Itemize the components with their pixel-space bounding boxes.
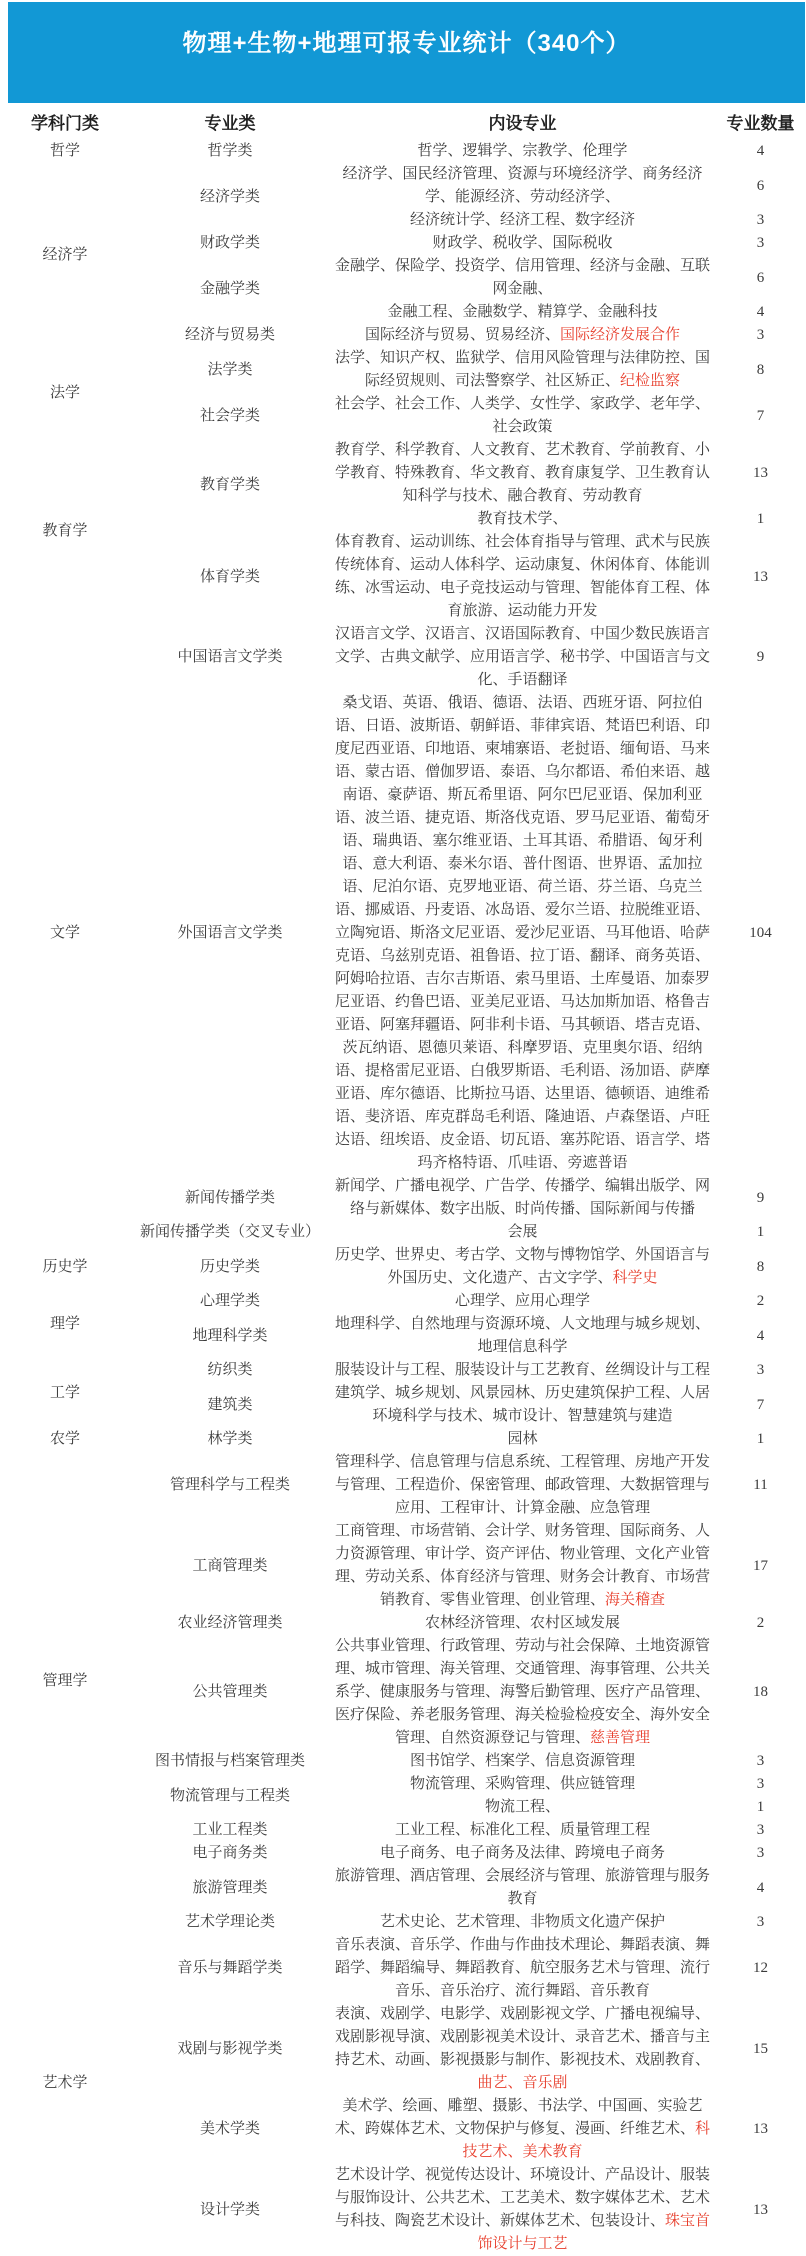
count-cell: 7 bbox=[756, 1396, 765, 1413]
discipline-cell: 理学 bbox=[49, 1316, 80, 1332]
majors-cell bbox=[330, 255, 715, 301]
major-text: 法学、知识产权、监狱学、信用风险管理与法律防控、国际经贸规则、司法警察学、社区矫正、 bbox=[334, 350, 710, 389]
column-header-1: 专业类 bbox=[204, 114, 256, 133]
count-cell: 3 bbox=[756, 1822, 765, 1838]
majors-cell bbox=[330, 1865, 715, 1911]
discipline-cell: 历史学 bbox=[42, 1258, 88, 1275]
count-cell: 3 bbox=[756, 327, 765, 343]
discipline-cell: 经济学 bbox=[42, 246, 88, 263]
category-cell: 林学类 bbox=[207, 1431, 253, 1447]
count-cell: 3 bbox=[756, 1362, 765, 1378]
count-cell: 13 bbox=[753, 2201, 768, 2218]
major-text-highlight: 珠宝首饰设计与工艺 bbox=[477, 2213, 711, 2252]
majors-cell bbox=[330, 508, 715, 531]
majors-cell bbox=[330, 439, 715, 508]
major-text: 艺术设计学、视觉传达设计、环境设计、产品设计、服装与服饰设计、公共艺术、工艺美术、数字媒体艺术、艺术与科技、陶瓷艺术设计、新媒体艺术、包装设计、 bbox=[334, 2167, 710, 2229]
majors-cell bbox=[330, 1796, 715, 1819]
discipline-cell: 哲学 bbox=[49, 143, 80, 159]
table-row bbox=[0, 347, 806, 393]
category-cell: 财政学类 bbox=[199, 235, 260, 251]
major-text: 金融工程、金融数学、精算学、金融科技 bbox=[387, 304, 658, 320]
count-cell: 4 bbox=[756, 1879, 765, 1896]
discipline-cell: 艺术学 bbox=[42, 2075, 88, 2091]
majors-cell bbox=[330, 1359, 715, 1382]
majors-cell bbox=[330, 2164, 715, 2256]
category-cell: 工商管理类 bbox=[192, 1557, 268, 1574]
table-row bbox=[0, 1359, 806, 1382]
majors-cell bbox=[330, 209, 715, 232]
category-cell: 设计学类 bbox=[199, 2201, 260, 2218]
count-cell: 3 bbox=[756, 1914, 765, 1930]
table-row bbox=[0, 140, 806, 163]
count-cell: 1 bbox=[756, 511, 765, 527]
majors-cell bbox=[330, 692, 715, 1175]
major-text: 国际经济与贸易、贸易经济、 bbox=[364, 327, 560, 343]
category-cell: 公共管理类 bbox=[192, 1684, 268, 1700]
major-text-highlight: 科学史 bbox=[612, 1270, 658, 1286]
category-cell: 音乐与舞蹈学类 bbox=[177, 1960, 283, 1976]
major-text: 美术学、绘画、雕塑、摄影、书法学、中国画、实验艺术、跨媒体艺术、文物保护与修复、漫画、纤维艺术、 bbox=[334, 2098, 703, 2137]
majors-cell bbox=[330, 1428, 715, 1451]
column-header-3: 专业数量 bbox=[726, 114, 795, 133]
count-cell: 1 bbox=[756, 1224, 765, 1240]
table-body bbox=[0, 140, 806, 2256]
majors-cell bbox=[330, 301, 715, 324]
major-text-highlight: 慈善管理 bbox=[590, 1730, 651, 1746]
major-text: 历史学、世界史、考古学、文物与博物馆学、外国语言与外国历史、文化遗产、古文字学、 bbox=[334, 1247, 710, 1286]
majors-cell bbox=[330, 1290, 715, 1313]
major-text: 工业工程、标准化工程、质量管理工程 bbox=[394, 1822, 650, 1838]
majors-cell bbox=[330, 232, 715, 255]
category-cell: 哲学类 bbox=[207, 143, 253, 159]
majors-cell bbox=[330, 1934, 715, 2003]
major-text: 图书馆学、档案学、信息资源管理 bbox=[409, 1753, 635, 1769]
major-text: 园林 bbox=[507, 1431, 538, 1447]
majors-cell bbox=[330, 1819, 715, 1842]
count-cell: 2 bbox=[756, 1293, 765, 1309]
table-row bbox=[0, 163, 806, 209]
category-cell: 经济学类 bbox=[199, 189, 260, 205]
category-cell: 戏剧与影视学类 bbox=[177, 2040, 283, 2057]
table-row bbox=[0, 439, 806, 508]
table-row bbox=[0, 1911, 806, 1934]
majors-cell bbox=[330, 1635, 715, 1750]
major-text: 物流工程、 bbox=[484, 1799, 560, 1815]
majors-cell bbox=[330, 531, 715, 623]
major-text: 汉语言文学、汉语言、汉语国际教育、中国少数民族语言文学、古典文献学、应用语言学、秘书学、中国语言与文化、手语翻译 bbox=[334, 626, 710, 688]
table-header-row bbox=[0, 103, 806, 140]
major-text: 教育学、科学教育、人文教育、艺术教育、学前教育、小学教育、特殊教育、华文教育、教育康复学、卫生教育认知科学与技术、融合教育、劳动教育 bbox=[334, 442, 710, 504]
majors-cell bbox=[330, 623, 715, 692]
count-cell: 8 bbox=[756, 1258, 765, 1275]
count-cell: 4 bbox=[756, 143, 765, 159]
majors-cell bbox=[330, 1451, 715, 1520]
majors-cell bbox=[330, 1842, 715, 1865]
major-text: 地理科学、自然地理与资源环境、人文地理与城乡规划、地理信息科学 bbox=[334, 1316, 710, 1355]
majors-cell bbox=[330, 1313, 715, 1359]
category-cell: 历史学类 bbox=[199, 1258, 260, 1275]
majors-cell bbox=[330, 393, 715, 439]
discipline-cell: 法学 bbox=[49, 384, 80, 401]
table-row bbox=[0, 1428, 806, 1451]
majors-cell bbox=[330, 1750, 715, 1773]
category-cell: 地理科学类 bbox=[192, 1327, 268, 1344]
major-text: 桑戈语、英语、俄语、德语、法语、西班牙语、阿拉伯语、日语、波斯语、朝鲜语、菲律宾语、梵语巴利语、印度尼西亚语、印地语、柬埔寨语、老挝语、缅甸语、马来语、蒙古语、僧伽罗语、泰语、乌尔都语、希伯来语、越南语、豪萨语、斯瓦希里语、阿尔巴尼亚语、保加利亚语、波兰语、捷克语、斯洛伐克语、罗马尼亚语、葡萄牙语、瑞典语、塞尔维亚语、土耳其语、希腊语、匈牙利语、意大利语、泰米尔语、普什图语、世界语、孟加拉语、尼泊尔语、克罗地亚语、荷兰语、芬兰语、乌克兰语、挪威语、丹麦语、冰岛语、爱尔兰语、拉脱维亚语、立陶宛语、斯洛文尼亚语、爱沙尼亚语、马耳他语、哈萨克语、乌兹别克语、祖鲁语、拉丁语、翻译、商务英语、阿姆哈拉语、吉尔吉斯语、索马里语、土库曼语、加泰罗尼亚语、约鲁巴语、亚美尼亚语、马达加斯加语、格鲁吉亚语、阿塞拜疆语、阿非利卡语、马其顿语、塔吉克语、茨瓦纳语、恩德贝莱语、科摩罗语、克里奥尔语、绍纳语、提格雷尼亚语、白俄罗斯语、毛利语、汤加语、萨摩亚语、库尔德语、比斯拉马语、达里语、德顿语、迪维希语、斐济语、库克群岛毛利语、隆迪语、卢森堡语、卢旺达语、纽埃语、皮金语、切瓦语、塞苏陀语、语言学、塔玛齐格特语、爪哇语、旁遮普语 bbox=[334, 695, 710, 1171]
category-cell: 管理科学与工程类 bbox=[169, 1477, 290, 1493]
category-cell: 心理学类 bbox=[199, 1293, 260, 1309]
table-row bbox=[0, 1451, 806, 1520]
major-text: 物流管理、采购管理、供应链管理 bbox=[409, 1776, 635, 1792]
count-cell: 18 bbox=[753, 1684, 768, 1700]
category-cell: 经济与贸易类 bbox=[184, 327, 275, 343]
discipline-cell: 文学 bbox=[49, 925, 80, 941]
count-cell: 3 bbox=[756, 1845, 765, 1861]
count-cell: 13 bbox=[753, 568, 768, 585]
count-cell: 15 bbox=[753, 2040, 768, 2057]
major-text-highlight: 海关稽查 bbox=[605, 1592, 666, 1608]
page-title: 物理+生物+地理可报专业统计（340个） bbox=[182, 30, 631, 57]
major-text: 心理学、应用心理学 bbox=[454, 1293, 590, 1309]
table-row bbox=[0, 1244, 806, 1290]
category-cell: 建筑类 bbox=[207, 1396, 253, 1413]
majors-cell bbox=[330, 1221, 715, 1244]
table-row bbox=[0, 1290, 806, 1313]
major-text: 旅游管理、酒店管理、会展经济与管理、旅游管理与服务教育 bbox=[334, 1868, 710, 1907]
category-cell: 农业经济管理类 bbox=[177, 1615, 283, 1631]
discipline-cell: 管理学 bbox=[42, 1672, 88, 1689]
count-cell: 1 bbox=[756, 1431, 765, 1447]
major-text: 音乐表演、音乐学、作曲与作曲技术理论、舞蹈表演、舞蹈学、舞蹈编导、舞蹈教育、航空服务艺术与管理、流行音乐、音乐治疗、流行舞蹈、音乐教育 bbox=[334, 1937, 710, 1999]
count-cell: 11 bbox=[753, 1477, 768, 1493]
major-text: 公共事业管理、行政管理、劳动与社会保障、土地资源管理、城市管理、海关管理、交通管理、海事管理、公共关系学、健康服务与管理、海警后勤管理、医疗产品管理、医疗保险、养老服务管理、海关检验检疫安全、海外安全管理、自然资源登记与管理、 bbox=[334, 1638, 710, 1746]
majors-cell bbox=[330, 1244, 715, 1290]
major-text: 服装设计与工程、服装设计与工艺教育、丝绸设计与工程 bbox=[334, 1362, 710, 1378]
count-cell: 17 bbox=[753, 1557, 768, 1574]
major-text: 新闻学、广播电视学、广告学、传播学、编辑出版学、网络与新媒体、数字出版、时尚传播、国际新闻与传播 bbox=[334, 1178, 710, 1217]
major-text: 教育技术学、 bbox=[477, 511, 568, 527]
major-text: 管理科学、信息管理与信息系统、工程管理、房地产开发与管理、工程造价、保密管理、邮政管理、大数据管理与应用、工程审计、计算金融、应急管理 bbox=[334, 1454, 710, 1516]
title-bar bbox=[8, 2, 805, 103]
major-text: 社会学、社会工作、人类学、女性学、家政学、老年学、社会政策 bbox=[334, 396, 710, 435]
column-header-0: 学科门类 bbox=[31, 114, 99, 133]
category-cell: 旅游管理类 bbox=[192, 1879, 268, 1896]
count-cell: 9 bbox=[756, 1189, 765, 1206]
major-text: 会展 bbox=[507, 1224, 538, 1240]
count-cell: 104 bbox=[749, 925, 772, 941]
count-cell: 1 bbox=[756, 1799, 765, 1815]
discipline-cell: 农学 bbox=[49, 1431, 80, 1447]
category-cell: 新闻传播学类 bbox=[184, 1189, 275, 1206]
major-text: 哲学、逻辑学、宗教学、伦理学 bbox=[417, 143, 628, 159]
discipline-cell: 教育学 bbox=[42, 522, 88, 539]
category-cell: 新闻传播学类（交叉专业） bbox=[139, 1224, 320, 1240]
count-cell: 7 bbox=[756, 407, 765, 424]
count-cell: 3 bbox=[756, 1753, 765, 1769]
category-cell: 体育学类 bbox=[199, 568, 260, 585]
category-cell: 工业工程类 bbox=[192, 1822, 268, 1838]
majors-cell bbox=[330, 1382, 715, 1428]
majors-cell bbox=[330, 1175, 715, 1221]
count-cell: 8 bbox=[756, 361, 765, 378]
count-cell: 2 bbox=[756, 1615, 765, 1631]
major-text: 金融学、保险学、投资学、信用管理、经济与金融、互联网金融、 bbox=[334, 258, 710, 297]
category-cell: 中国语言文学类 bbox=[177, 649, 283, 665]
category-cell: 电子商务类 bbox=[192, 1845, 268, 1861]
count-cell: 3 bbox=[756, 235, 765, 251]
category-cell: 图书情报与档案管理类 bbox=[154, 1753, 305, 1769]
majors-cell bbox=[330, 2003, 715, 2095]
column-header-2: 内设专业 bbox=[488, 114, 557, 133]
count-cell: 4 bbox=[756, 1327, 765, 1344]
category-cell: 外国语言文学类 bbox=[177, 925, 283, 941]
count-cell: 13 bbox=[753, 465, 768, 481]
count-cell: 6 bbox=[756, 177, 765, 194]
major-text-highlight: 纪检监察 bbox=[620, 373, 681, 389]
major-text-highlight: 国际经济发展合作 bbox=[560, 327, 681, 343]
major-text: 表演、戏剧学、电影学、戏剧影视文学、广播电视编导、戏剧影视导演、戏剧影视美术设计、录音艺术、播音与主持艺术、动画、影视摄影与制作、影视技术、戏剧教育、 bbox=[334, 2006, 710, 2068]
count-cell: 3 bbox=[756, 1776, 765, 1792]
major-text: 建筑学、城乡规划、风景园林、历史建筑保护工程、人居环境科学与技术、城市设计、智慧建筑与建造 bbox=[334, 1385, 710, 1424]
count-cell: 3 bbox=[756, 212, 765, 228]
table-row bbox=[0, 623, 806, 692]
majors-cell bbox=[330, 163, 715, 209]
majors-cell bbox=[330, 1612, 715, 1635]
category-cell: 金融学类 bbox=[199, 281, 260, 297]
major-text: 艺术史论、艺术管理、非物质文化遗产保护 bbox=[379, 1914, 665, 1930]
category-cell: 美术学类 bbox=[199, 2121, 260, 2137]
table-header bbox=[0, 103, 806, 140]
count-cell: 4 bbox=[756, 304, 765, 320]
majors-cell bbox=[330, 1773, 715, 1796]
major-text-highlight: 科技艺术、美术教育 bbox=[462, 2121, 711, 2160]
category-cell: 社会学类 bbox=[199, 407, 260, 424]
category-cell: 教育学类 bbox=[199, 476, 260, 493]
major-text: 工商管理、市场营销、会计学、财务管理、国际商务、人力资源管理、审计学、资产评估、物业管理、文化产业管理、劳动关系、体育经济与管理、财务会计教育、市场营销教育、零售业管理、创业管理、 bbox=[334, 1523, 710, 1608]
discipline-cell: 工学 bbox=[49, 1385, 80, 1401]
major-text: 农林经济管理、农村区域发展 bbox=[424, 1615, 620, 1631]
category-cell: 物流管理与工程类 bbox=[169, 1787, 290, 1804]
major-text: 经济统计学、经济工程、数字经济 bbox=[409, 212, 635, 228]
major-text-highlight: 曲艺、音乐剧 bbox=[477, 2075, 568, 2091]
major-text: 经济学、国民经济管理、资源与环境经济学、商务经济学、能源经济、劳动经济学、 bbox=[342, 166, 703, 205]
majors-cell bbox=[330, 2095, 715, 2164]
count-cell: 6 bbox=[756, 269, 765, 286]
count-cell: 9 bbox=[756, 649, 765, 665]
category-cell: 纺织类 bbox=[207, 1362, 253, 1378]
major-text: 财政学、税收学、国际税收 bbox=[432, 235, 613, 251]
major-text: 体育教育、运动训练、社会体育指导与管理、武术与民族传统体育、运动人体科学、运动康复、休闲体育、体能训练、冰雪运动、电子竞技运动与管理、智能体育工程、体育旅游、运动能力开发 bbox=[334, 534, 710, 619]
category-cell: 法学类 bbox=[207, 361, 253, 378]
majors-cell bbox=[330, 1911, 715, 1934]
majors-table bbox=[0, 103, 806, 2256]
majors-cell bbox=[330, 324, 715, 347]
major-text: 电子商务、电子商务及法律、跨境电子商务 bbox=[379, 1845, 665, 1861]
majors-cell bbox=[330, 1520, 715, 1612]
majors-cell bbox=[330, 140, 715, 163]
category-cell: 艺术学理论类 bbox=[184, 1914, 275, 1930]
majors-cell bbox=[330, 347, 715, 393]
count-cell: 12 bbox=[753, 1960, 768, 1976]
count-cell: 13 bbox=[753, 2121, 768, 2137]
